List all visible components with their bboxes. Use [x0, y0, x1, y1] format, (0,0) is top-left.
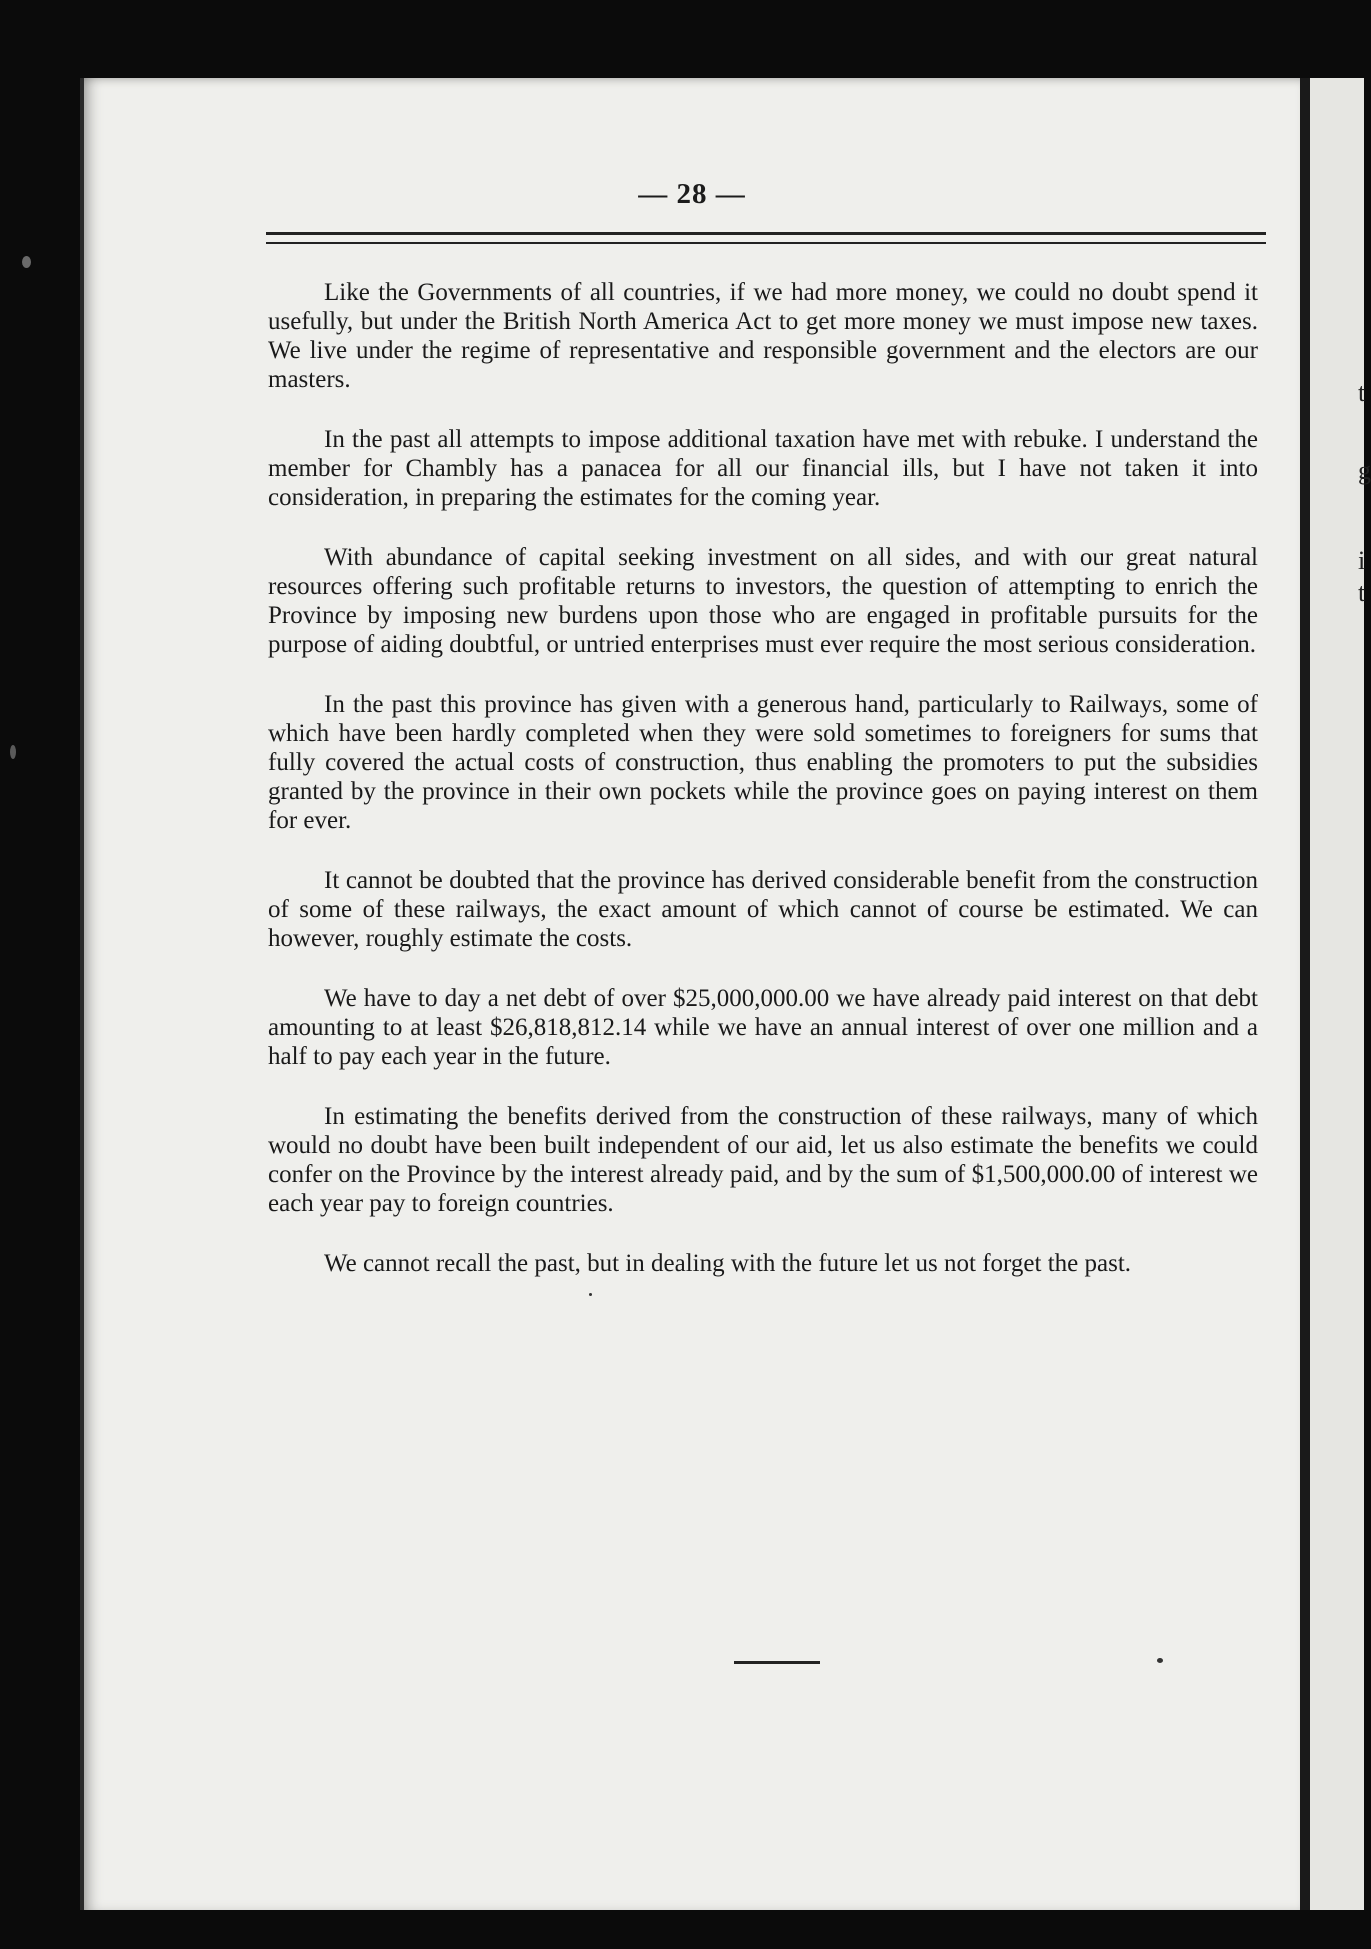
scan-speck: [22, 256, 31, 268]
adjacent-page-fragment: t: [1358, 378, 1366, 407]
header-rule-secondary: [266, 242, 1266, 244]
paragraph: With abundance of capital seeking investment on all sides, and with our great natural resources offering such profitable returns to investors, the question of attempting to enrich the Province by imposing new burdens upon those who are engaged in profitable pursuits for the purpose of aiding doubtful, or untried enterprises must ever require the most serious consideration.: [268, 544, 1258, 658]
paragraph: In estimating the benefits derived from the construction of these railways, many of which would no doubt have been built independent of our aid, let us also estimate the benefits we could confer on the Province by the interest already paid, and by the sum of $1,500,000.00 of interest we each year pay to foreign countries.: [268, 1103, 1258, 1217]
ink-speck: [1157, 1658, 1163, 1663]
paragraph: In the past this province has given with a generous hand, particularly to Railways, some of which have been hardly completed when they were sold sometimes to foreigners for sums that fully covered the actual costs of construction, thus enabling the promoters to put the subsidies granted by the province in their own pockets while the province goes on paying interest on them for ever.: [268, 691, 1258, 834]
paragraph: In the past all attempts to impose additional taxation have met with rebuke. I understand the member for Chambly has a panacea for all our financial ills, but I have not taken it into consideration, in preparing the estimates for the coming year.: [268, 426, 1258, 511]
page-gutter: [1300, 78, 1310, 1910]
adjacent-page-fragment: t: [1358, 578, 1366, 607]
adjacent-page-fragment: g: [1358, 456, 1371, 485]
body-text: [268, 278, 1258, 1309]
scan-speck: [10, 745, 16, 759]
adjacent-page-fragment: i: [1358, 546, 1366, 575]
end-rule: [734, 1661, 820, 1664]
paragraph: We cannot recall the past, but in dealing with the future let us not forget the past.: [324, 1250, 1132, 1277]
paragraph: Like the Governments of all countries, if we had more money, we could no doubt spend it usefully, but under the British North America Act to get more money we must impose new taxes. We live under the regime of representative and responsible government and the electors are our masters.: [268, 279, 1258, 393]
header-rule: [266, 232, 1266, 235]
ink-speck: [589, 1293, 592, 1296]
paragraph: It cannot be doubted that the province has derived considerable benefit from the construction of some of these railways, the exact amount of which cannot of course be estimated. We can however, roughly estimate the costs.: [268, 867, 1258, 952]
paragraph: We have to day a net debt of over $25,000,000.00 we have already paid interest on that debt amounting to at least $26,818,812.14 while we have an annual interest of over one million and a half to pay each year in the future.: [268, 985, 1258, 1070]
book-page: [84, 78, 1300, 1910]
page-number: — 28 —: [638, 178, 746, 210]
adjacent-page-edge: [1310, 78, 1371, 1910]
